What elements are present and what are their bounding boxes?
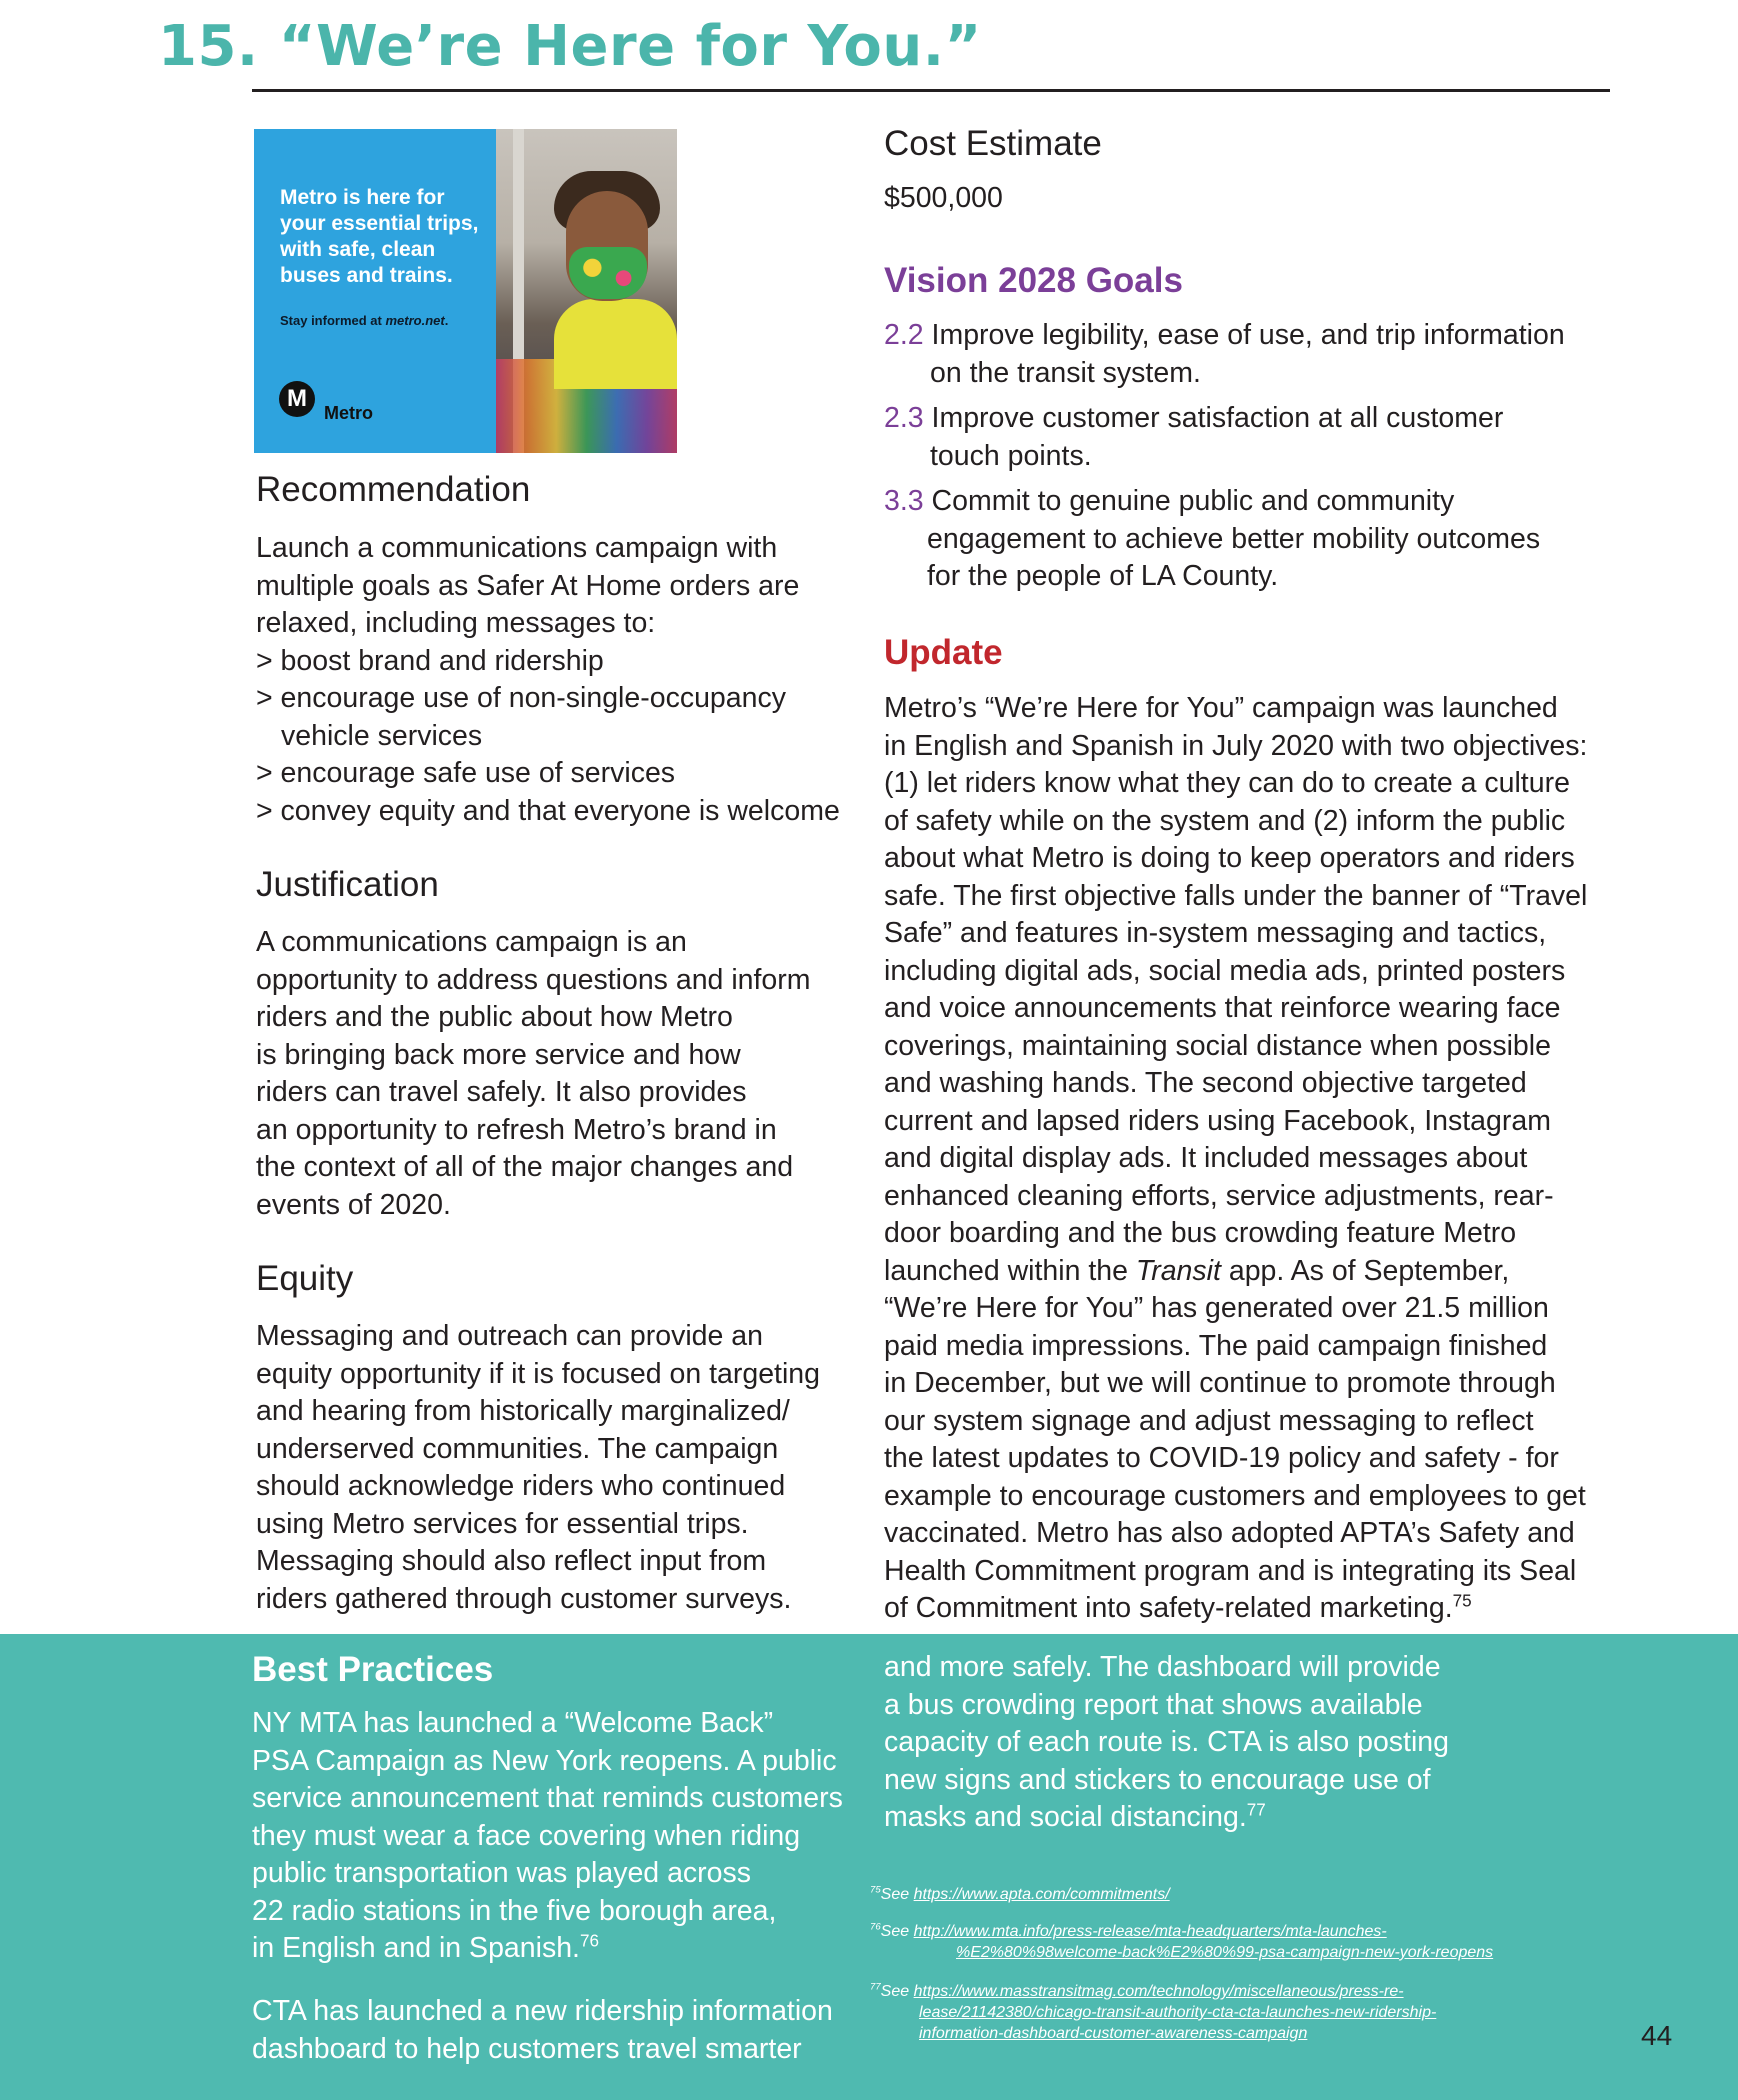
ad-photo-shirt [554, 299, 677, 389]
goal-item: 3.3 Commit to genuine public and community [884, 485, 1455, 517]
ad-photo-mask [569, 247, 647, 299]
vision-goals-list: 2.2 Improve legibility, ease of use, and trip information on the transit system. 2.3 Improve customer satisfaction at all customer touch points. 3.3 Commit to genuine public and community engagement to achieve better mobility outcomes for the people of LA County. [884, 317, 1604, 596]
ad-headline: Metro is here for your essential trips, with safe, clean buses and trains. [280, 186, 479, 287]
cost-estimate-heading: Cost Estimate [884, 124, 1102, 163]
page-number: 44 [1641, 2020, 1673, 2051]
footnote-link[interactable]: lease/21142380/chicago-transit-authority-cta-cta-launches-new-ridership- [919, 2004, 1437, 2021]
equity-heading: Equity [256, 1259, 354, 1298]
footnote-77: $^{77}$See https://www.masstransitmag.com/technology/miscellaneous/press-re- lease/21142380/chicago-transit-authority-cta-cta-launches-new-ridership- information-dashboard-customer-awareness-campaign [870, 1981, 1437, 2042]
footnote-link[interactable]: https://www.masstransitmag.com/technology/miscellaneous/press-re- [913, 1983, 1404, 2000]
footnote-ref: 75 [1452, 1591, 1472, 1611]
recommendation-body: Launch a communications campaign with multiple goals as Safer At Home orders are relaxed, including messages to: > boost brand and ridership > encourage use of non-single-occupancy vehicle services > encourage safe use of services > convey equity and that everyone is welcome [256, 532, 840, 827]
hero-ad-image [254, 129, 677, 453]
footnote-link[interactable]: http://www.mta.info/press-release/mta-headquarters/mta-launches- [913, 1923, 1387, 1940]
goal-item: 2.3 Improve customer satisfaction at all customer [884, 402, 1504, 434]
metro-logo-text: Metro [324, 403, 373, 423]
page-title: 15. “We’re Here for You.” [158, 14, 982, 79]
footnote-75: $^{75}$See https://www.apta.com/commitments/ [870, 1884, 1170, 1903]
recommendation-heading: Recommendation [256, 470, 531, 509]
best-practices-para2-cont: and more safely. The dashboard will provide a bus crowding report that shows available capacity of each route is. CTA is also posting new signs and stickers to encourage use of masks and social distancing.$^{77}$ [884, 1651, 1450, 1833]
footnote-ref: 76 [579, 1931, 599, 1951]
footnote-ref: 77 [1246, 1800, 1266, 1820]
update-heading: Update [884, 633, 1003, 672]
footnote-link[interactable]: %E2%80%98welcome-back%E2%80%99-psa-campaign-new-york-reopens [956, 1944, 1494, 1961]
best-practices-heading: Best Practices [252, 1650, 494, 1689]
justification-body: A communications campaign is an opportunity to address questions and inform riders and the public about how Metro is bringing back more service and how riders can travel safely. It also provides an opportunity to refresh Metro’s brand in the context of all of the major changes and events of 2020. [256, 926, 811, 1221]
update-body: Metro’s “We’re Here for You” campaign was launched in English and Spanish in July 2020 with two objectives: (1) let riders know what they can do to create a culture of safety while on the system and (2) inform the public about what Metro is doing to keep operators and riders safe. The first objective falls under the banner of “Travel Safe” and features in-system messaging and tactics, including digital ads, social media ads, printed posters and voice announcements that reinforce wearing face coverings, maintaining social distance when possible and washing hands. The second objective targeted current and lapsed riders using Facebook, Instagram and digital display ads. It included messages about enhanced cleaning efforts, service adjustments, rear- door boarding and the bus crowding feature Metro launched within the Transit app. As of September, “We’re Here for You” has generated over 21.5 million paid media impressions. The paid campaign finished in December, but we will continue to promote through our system signage and adjust messaging to reflect the latest updates to COVID-19 policy and safety - for example to encourage customers and employees to get vaccinated. Metro has also adopted APTA’s Safety and Health Commitment program and is integrating its Seal of Commitment into safety-related marketing.$^{75}$ [884, 692, 1588, 1624]
justification-heading: Justification [256, 865, 439, 904]
title-divider [252, 89, 1610, 92]
best-practices-para2: CTA has launched a new ridership information dashboard to help customers travel smarter [252, 1995, 833, 2065]
ad-subline: Stay informed at metro.net. [280, 313, 449, 328]
footnote-link[interactable]: information-dashboard-customer-awareness-campaign [919, 2025, 1308, 2042]
best-practices-para1: NY MTA has launched a “Welcome Back” PSA Campaign as New York reopens. A public service announcement that reminds customers they must wear a face covering when riding public transportation was played across 22 radio stations in the five borough area, in English and in Spanish.$^{76}$ [252, 1707, 843, 1964]
vision-goals-heading: Vision 2028 Goals [884, 261, 1183, 300]
footnote-76: $^{76}$See http://www.mta.info/press-release/mta-headquarters/mta-launches- %E2%80%98welcome-back%E2%80%99-psa-campaign-new-york-reopens [870, 1921, 1494, 1961]
equity-body: Messaging and outreach can provide an equity opportunity if it is focused on targeting and hearing from historically marginalized/ underserved communities. The campaign should acknowledge riders who continued using Metro services for essential trips. Messaging should also reflect input from riders gathered through customer surveys. [256, 1320, 821, 1615]
metro-logo-icon: M [279, 381, 315, 417]
cost-estimate-value: $500,000 [884, 182, 1003, 214]
goal-item: 2.2 Improve legibility, ease of use, and trip information [884, 319, 1565, 351]
footnote-link[interactable]: https://www.apta.com/commitments/ [913, 1886, 1170, 1903]
